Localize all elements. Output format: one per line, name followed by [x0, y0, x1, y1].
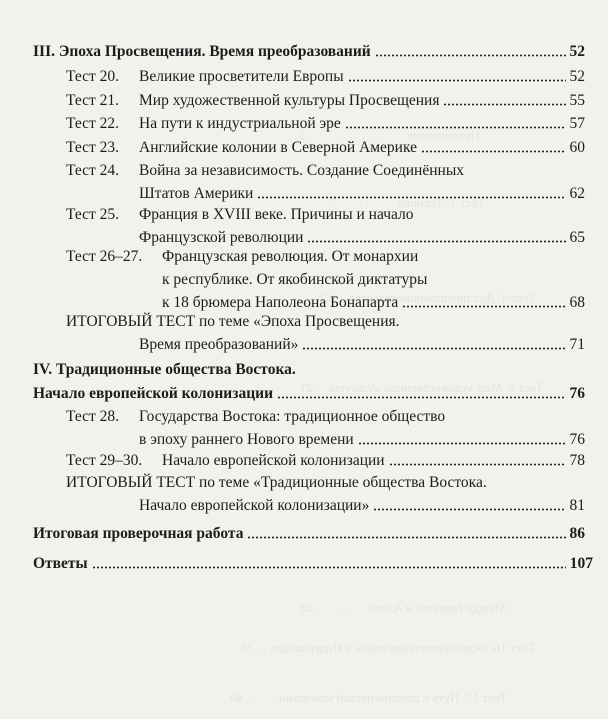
toc-final-test-4-first-line[interactable]: [66, 474, 487, 492]
page-number: 60: [569, 139, 585, 156]
page-number: 86: [569, 525, 585, 542]
test-title: Начало европейской колонизации: [162, 452, 385, 469]
page-number: 55: [569, 92, 585, 109]
section-title: Ответы: [33, 555, 88, 572]
toc-test-29-30[interactable]: [66, 452, 585, 470]
dot-leader: [375, 54, 566, 57]
toc-section-4[interactable]: [33, 385, 585, 403]
test-title: Французская революция. От монархии: [162, 248, 419, 265]
bleed-through-text: Предисловие . . . . . . . . . . . . . . . 3: [300, 127, 480, 142]
test-label: Тест 21.: [66, 92, 120, 109]
page-number: 52: [569, 68, 585, 85]
toc-test-24[interactable]: [139, 185, 585, 203]
dot-leader: [443, 103, 565, 106]
bleed-through-text: Тест 4. Дух предпринимательства . . 12: [320, 290, 537, 305]
page-number: 71: [569, 336, 585, 353]
toc-final-test-3-first-line[interactable]: [66, 313, 400, 331]
dot-leader: [348, 79, 566, 82]
test-title: Франция в XVIII веке. Причины и начало: [139, 206, 414, 223]
test-title-continued: к 18 брюмера Наполеона Бонапарта: [162, 294, 399, 311]
test-title: Английские колонии в Северной Америке: [139, 139, 418, 156]
dot-leader: [389, 463, 566, 466]
toc-test-28[interactable]: [139, 431, 585, 449]
section-title: IV. Традиционные общества Востока.: [33, 361, 296, 378]
section-title: III. Эпоха Просвещения. Время преобразований: [33, 43, 371, 60]
section-title: Итоговая проверочная работа: [33, 525, 244, 542]
dot-leader: [373, 508, 565, 511]
toc-final-test-3[interactable]: [139, 336, 585, 354]
toc-test-25[interactable]: [139, 229, 585, 247]
dot-leader: [402, 305, 565, 308]
test-title-continued: Французской революции: [139, 229, 304, 246]
dot-leader: [277, 396, 565, 399]
page-number: 62: [569, 185, 585, 202]
test-label: Тест 24.: [66, 162, 120, 179]
page-number: 65: [569, 229, 585, 246]
section-title-continued: Начало европейской колонизации: [33, 385, 274, 402]
toc-test-23[interactable]: [66, 139, 585, 157]
toc-test-26-27[interactable]: [162, 294, 585, 312]
toc-test-26-27-second-line: [162, 271, 427, 289]
bleed-through-text: Тест 1. Техника . . . . . . . . . 7: [330, 195, 485, 210]
toc-test-25-first-line[interactable]: [66, 206, 414, 224]
test-label: Тест 20.: [66, 68, 120, 85]
page-number: 68: [569, 294, 585, 311]
page-number: 107: [569, 555, 593, 572]
toc-test-20[interactable]: [66, 68, 585, 86]
test-label: Тест 25.: [66, 206, 120, 223]
test-title: На пути к индустриальной эре: [139, 115, 341, 132]
test-label: Тест 23.: [66, 139, 120, 156]
final-test-title-continued: Время преобразований»: [139, 336, 299, 353]
test-label: Тест 28.: [66, 408, 120, 425]
dot-leader: [421, 150, 565, 153]
bleed-through-text: Тест 8. Мир художественной культуры . . 21: [300, 380, 544, 395]
test-title: Великие просветители Европы: [139, 68, 344, 85]
test-label: Тест 29–30.: [66, 452, 143, 469]
toc-test-26-27-first-line[interactable]: [66, 248, 418, 266]
test-label: Тест 22.: [66, 115, 120, 132]
test-title-continued: Штатов Америки: [139, 185, 254, 202]
dot-leader: [257, 196, 565, 199]
dot-leader: [92, 566, 566, 569]
test-title-continued: в эпоху раннего Нового времени: [139, 431, 354, 448]
page-number: 78: [569, 452, 585, 469]
page-number: 52: [569, 43, 585, 60]
test-title: Война за независимость. Создание Соединённых: [139, 162, 464, 179]
dot-leader: [345, 126, 566, 129]
dot-leader: [307, 240, 565, 243]
test-title-continued: к республике. От якобинской диктатуры: [162, 271, 428, 288]
toc-test-21[interactable]: [66, 92, 585, 110]
final-test-title: ИТОГОВЫЙ ТЕСТ по теме «Эпоха Просвещения.: [66, 313, 400, 330]
toc-test-24-first-line[interactable]: [66, 162, 464, 180]
toc-section-3[interactable]: [33, 43, 585, 61]
page-number: 76: [569, 385, 585, 402]
toc-final-test-4[interactable]: [139, 497, 585, 515]
toc-final-exam[interactable]: [33, 525, 585, 543]
page-number: 57: [569, 115, 585, 132]
bleed-through-text: Тест 16. Освободительная война в Нидерландах . . 36: [240, 640, 535, 655]
toc-answers[interactable]: [33, 555, 593, 573]
toc-test-22[interactable]: [66, 115, 585, 133]
dot-leader: [358, 442, 566, 445]
toc-section-4-first-line[interactable]: [33, 361, 296, 379]
page-number: 81: [569, 497, 585, 514]
dot-leader: [302, 347, 565, 350]
bleed-through-text: Тест 17. Путь к парламентской монархии . . . . . 40: [230, 690, 508, 705]
test-label: Тест 26–27.: [66, 248, 143, 265]
toc-test-28-first-line[interactable]: [66, 408, 445, 426]
dot-leader: [247, 536, 565, 539]
test-title: Государства Востока: традиционное общество: [139, 408, 446, 425]
test-title: Мир художественной культуры Просвещения: [139, 92, 440, 109]
page-number: 76: [569, 431, 585, 448]
final-test-title: ИТОГОВЫЙ ТЕСТ по теме «Традиционные общества Востока.: [66, 474, 487, 491]
final-test-title-continued: Начало европейской колонизации»: [139, 497, 370, 514]
bleed-through-text: Между Европой и Азией . . . . . . . . 28: [300, 600, 506, 615]
